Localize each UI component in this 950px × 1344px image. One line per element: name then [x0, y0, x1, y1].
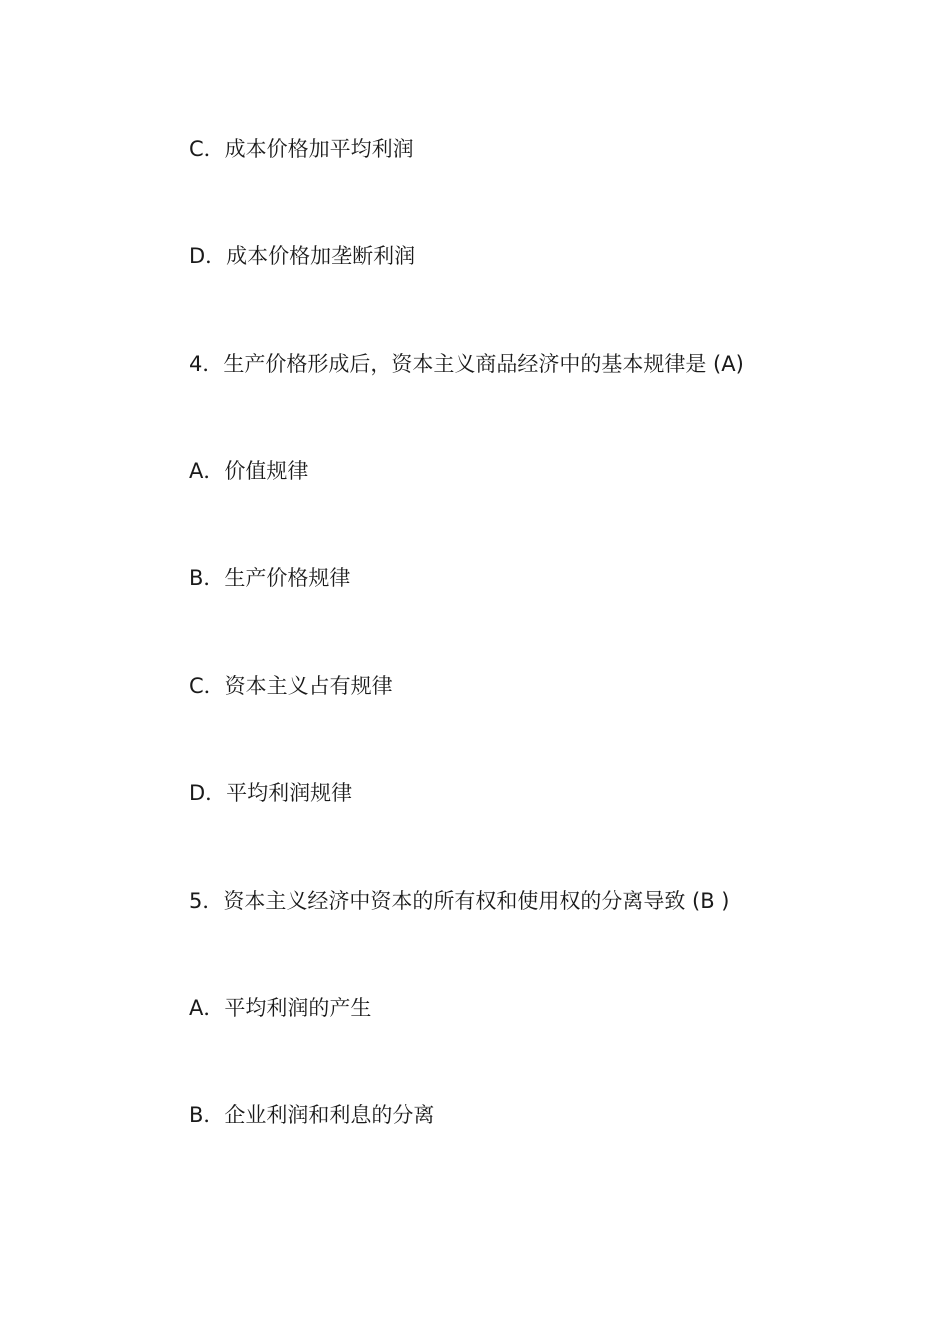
option-a-q5: A．平均利润的产生	[189, 996, 372, 1020]
question-5: 5．资本主义经济中资本的所有权和使用权的分离导致 (B )	[189, 889, 730, 913]
option-c-q4: C．资本主义占有规律	[189, 674, 393, 698]
question-4: 4．生产价格形成后，资本主义商品经济中的基本规律是 (A)	[189, 352, 744, 376]
option-b-q4: B．生产价格规律	[189, 566, 351, 590]
option-d-q4: D．平均利润规律	[189, 781, 353, 805]
option-d-q3: D．成本价格加垄断利润	[189, 244, 416, 268]
option-b-q5: B．企业利润和利息的分离	[189, 1103, 435, 1127]
option-a-q4: A．价值规律	[189, 459, 309, 483]
option-c-q3: C．成本价格加平均利润	[189, 137, 414, 161]
